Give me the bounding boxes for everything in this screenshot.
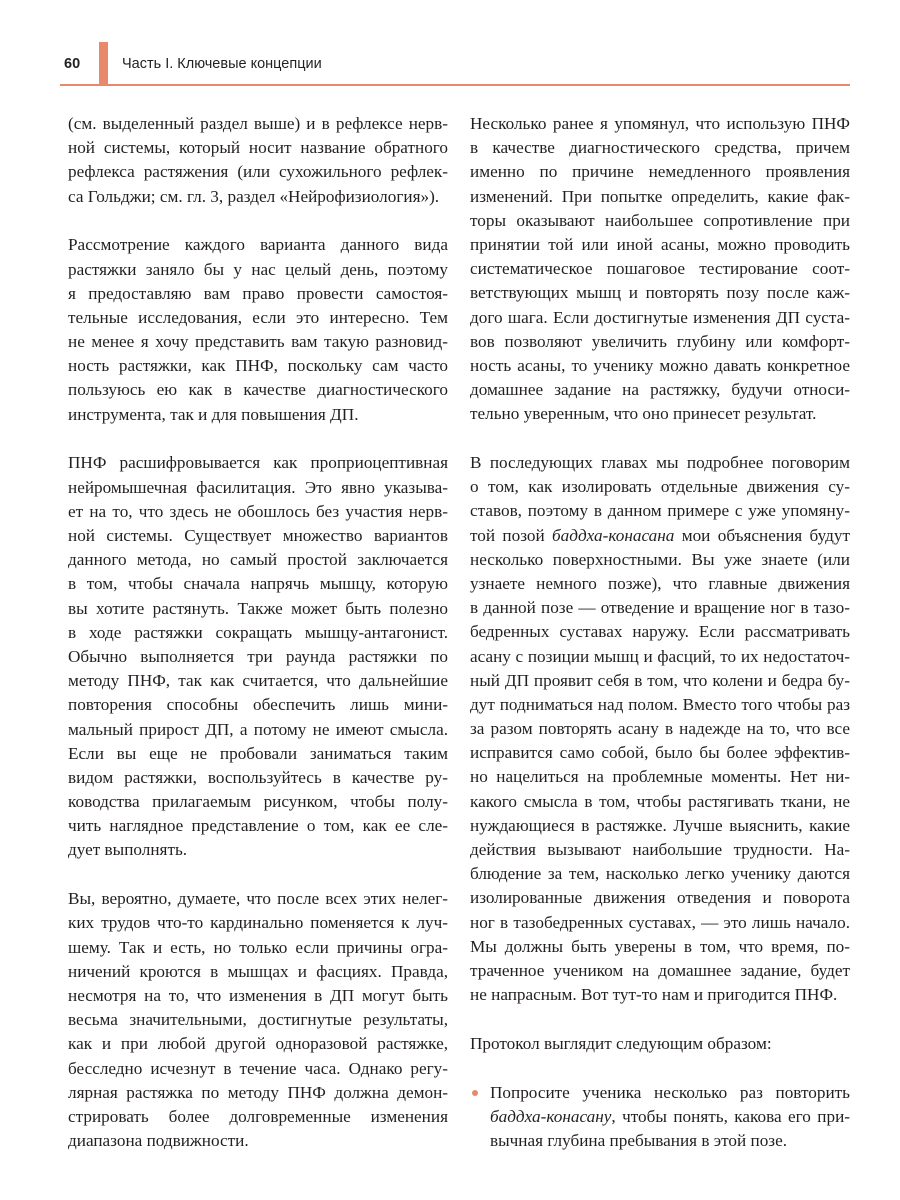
text-line: как и при любой другой одноразовой растяжке, — [68, 1034, 448, 1054]
text-line: дует выполнять. — [68, 840, 188, 860]
paragraph — [68, 887, 448, 1153]
text-line: домашнее задание на растяжку, будучи относи- — [470, 380, 850, 400]
text-line: са Гольджи; см. гл. 3, раздел «Нейрофизиология»). — [68, 186, 440, 206]
text-line: лярная растяжка по методу ПНФ должна демон- — [68, 1082, 448, 1102]
text-line: узнаете немного позже), что главные движения — [470, 573, 850, 593]
text-line: ной системы, который носит название обратного — [68, 138, 448, 158]
text-line: о том, как изолировать отдельные движения су- — [470, 477, 850, 497]
text-line: стрировать более долговременные изменения — [68, 1106, 448, 1126]
right-column — [470, 112, 850, 1153]
text-line: рефлекса растяжения (или сухожильного рефлек- — [68, 162, 448, 182]
text-line: ног в тазобедренных суставах, — это лишь начало. — [470, 912, 850, 932]
text-line: В последующих главах мы подробнее поговорим — [470, 453, 850, 473]
text-line: тельные исследования, если это интересно. Тем — [68, 307, 448, 327]
text-line: в том, чтобы сначала напрячь мышцу, которую — [68, 574, 448, 594]
text-line: Попросите ученика несколько раз повторить — [490, 1082, 850, 1102]
section-title: Часть I. Ключевые концепции — [122, 56, 322, 72]
text-line: за разом повторять асану в надежде на то, что все — [470, 719, 850, 739]
text-line: ПНФ расшифровывается как проприоцептивная — [68, 453, 448, 473]
text-line: инструмента, так и для повышения ДП. — [68, 404, 359, 424]
text-line: несмотря на то, что изменения в ДП могут быть — [68, 985, 448, 1005]
text-line: в ходе растяжки сокращать мышцу-антагонист. — [68, 622, 448, 642]
text-line: ких трудов что-то кардинально поменяется к луч- — [68, 913, 448, 933]
text-line: не напрасным. Вот тут-то нам и пригодится ПНФ. — [470, 985, 838, 1005]
text-line: действия вызывают наибольшие трудности. На- — [470, 840, 850, 860]
text-line: ный ДП проявит себя в том, что колени и бедра бу- — [470, 670, 850, 690]
text-line: блюдение за тем, насколько легко ученику даются — [470, 864, 850, 884]
paragraph — [470, 1032, 850, 1056]
text-line: вычная глубина пребывания в этой позе. — [490, 1131, 788, 1151]
text-line: той позой баддха-конасана мои объяснения будут — [470, 525, 850, 545]
text-line: тельно уверенным, что оно принесет результат. — [470, 404, 817, 424]
text-line: дут подниматься над полом. Вместо того чтобы раз — [470, 694, 850, 714]
running-header — [60, 42, 850, 86]
text-line: ветствующих мышц и повторять позу после каж- — [470, 283, 850, 303]
text-line: ководства прилагаемым рисунком, чтобы полу- — [68, 792, 448, 812]
text-line: нуждающиеся в растяжке. Лучше выяснить, какие — [470, 815, 850, 835]
text-line: принятии той или иной асаны, можно проводить — [470, 234, 850, 254]
text-line: нейромышечная фасилитация. Это явно указыва- — [68, 477, 448, 497]
text-line: в качестве диагностического средства, причем — [470, 138, 850, 158]
text-line: Обычно выполняется три раунда растяжки по — [68, 646, 448, 666]
bullet-dot-icon — [472, 1090, 478, 1096]
text-line: растяжки заняло бы у нас целый день, поэтому — [68, 259, 448, 279]
text-line: изолированные движения отведения и поворота — [470, 888, 850, 908]
text-line: асану с позиции мышц и фасций, то их недостаточ- — [470, 646, 850, 666]
text-line: именно по причине немедленного проявления — [470, 162, 850, 182]
text-line: данного метода, но самый простой заключается — [68, 550, 448, 570]
text-line: не менее я хочу представить вам такую разновид- — [68, 332, 448, 352]
text-line: чить наглядное представление о том, как ее сле- — [68, 816, 448, 836]
text-line: Вы, вероятно, думаете, что после всех этих нелег- — [68, 889, 448, 909]
text-line: изменений. При попытке определить, какие фак- — [470, 186, 850, 206]
text-line: я предоставляю вам право провести самостоя- — [68, 283, 448, 303]
text-line: Если вы еще не пробовали заниматься таким — [68, 743, 448, 763]
page-number: 60 — [64, 56, 81, 72]
text-line: ность асаны, то ученику можно давать конкретное — [470, 355, 850, 375]
text-line: весьма значительными, достигнутые результаты, — [68, 1010, 448, 1030]
text-line: диапазона подвижности. — [68, 1131, 249, 1151]
text-line: методу ПНФ, так как считается, что дальнейшие — [68, 671, 448, 691]
text-line: повторения способны обеспечить лишь мини- — [68, 695, 448, 715]
text-line: исправится само собой, было бы более эффектив- — [470, 743, 850, 763]
text-line: траченное учеником на домашнее задание, будет — [470, 960, 850, 980]
pose-name: баддха-конасана — [552, 525, 675, 545]
text-line: вов позволяют увеличить глубину или комфорт- — [470, 331, 850, 351]
text-line: мальный прирост ДП, а потому не имеют смысла. — [68, 719, 448, 739]
text-line: Рассмотрение каждого варианта данного вида — [68, 235, 448, 255]
text-line: Мы должны быть уверены в том, что время, по- — [470, 936, 850, 956]
text-line: Протокол выглядит следующим образом: — [470, 1033, 772, 1053]
paragraph — [68, 233, 448, 427]
text-line: бедренных суставах наружу. Если рассматривать — [470, 622, 850, 642]
text-line: какого смысла в том, чтобы растягивать ткани, не — [470, 791, 850, 811]
text-line: видом растяжки, воспользуйтесь в качестве ру- — [68, 767, 448, 787]
text-line: несколько поверхностными. Вы уже знаете (или — [470, 549, 850, 569]
text-line: торы оказывают наибольшее сопротивление при — [470, 210, 850, 230]
left-column — [68, 112, 448, 1153]
text-line: ставов, поэтому в данном примере с уже упомяну- — [470, 501, 850, 521]
text-line: (см. выделенный раздел выше) и в рефлексе нерв- — [68, 114, 448, 133]
header-accent-bar — [99, 42, 108, 84]
paragraph — [68, 112, 448, 209]
text-line: ность растяжки, как ПНФ, поскольку сам часто — [68, 356, 448, 376]
text-line: в данной позе — отведение и вращение ног в тазо- — [470, 598, 850, 618]
text-line: баддха-конасану, чтобы понять, какова его при- — [490, 1106, 850, 1126]
bullet-item — [470, 1081, 850, 1154]
paragraph — [470, 451, 850, 1007]
text-line: вы хотите растянуть. Также может быть полезно — [68, 598, 448, 618]
text-line: Несколько ранее я упомянул, что использую ПНФ — [470, 114, 850, 133]
text-line: бесследно исчезнут в течение часа. Однако регу- — [68, 1058, 448, 1078]
text-line: ет на то, что здесь не обошлось без участия нерв- — [68, 501, 448, 521]
text-line: пользуюсь ею как в качестве диагностического — [68, 380, 448, 400]
text-line: но нацелиться на проблемные моменты. Нет ни- — [470, 767, 850, 787]
pose-name: баддха-конасану — [490, 1106, 612, 1126]
paragraph — [470, 112, 850, 426]
paragraph — [68, 451, 448, 862]
text-line: дого шага. Если достигнутые изменения ДП суста- — [470, 307, 850, 327]
text-line: шему. Так и есть, но только если причины огра- — [68, 937, 448, 957]
text-line: систематическое пошаговое тестирование соот- — [470, 259, 850, 279]
text-line: ничений кроются в мышцах и фасциях. Правда, — [68, 961, 448, 981]
text-line: ной системы. Существует множество вариантов — [68, 526, 448, 545]
